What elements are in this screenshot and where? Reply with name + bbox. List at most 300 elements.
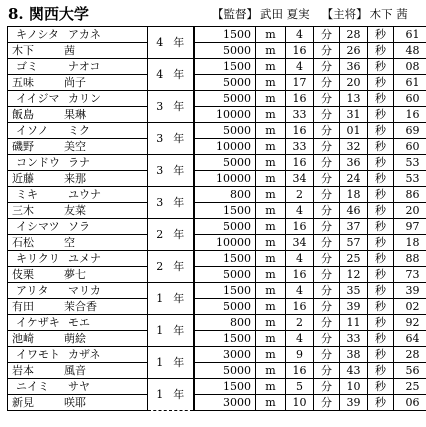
runner-kana	[8, 283, 148, 299]
distance: 5000	[194, 43, 256, 59]
kana-family: ミキ	[16, 187, 38, 201]
table-row	[8, 187, 426, 203]
director-name: 武田 夏実	[260, 7, 310, 21]
runner-kana	[8, 347, 148, 363]
minute-unit: 分	[314, 203, 340, 219]
second-unit: 秒	[368, 203, 394, 219]
minute-unit: 分	[314, 379, 340, 395]
grade-cell	[148, 187, 194, 219]
second-unit: 秒	[368, 251, 394, 267]
table-row	[8, 251, 426, 267]
distance: 10000	[194, 107, 256, 123]
runner-name	[8, 171, 148, 187]
table-row	[8, 235, 426, 251]
runner-kana	[8, 315, 148, 331]
year-unit: 年	[173, 355, 185, 369]
hundredths: 25	[394, 379, 426, 395]
minutes: 4	[286, 251, 314, 267]
second-unit: 秒	[368, 171, 394, 187]
kana-family: キリクリ	[16, 251, 60, 265]
family-name: 三木	[12, 203, 34, 217]
hundredths: 53	[394, 155, 426, 171]
distance: 5000	[194, 123, 256, 139]
year-unit: 年	[173, 131, 185, 145]
given-name: 夢七	[64, 267, 86, 281]
runner-kana	[8, 187, 148, 203]
seconds: 28	[340, 27, 368, 43]
distance: 1500	[194, 379, 256, 395]
hundredths: 53	[394, 171, 426, 187]
kana-given: アカネ	[68, 27, 101, 41]
year-unit: 年	[173, 387, 185, 401]
seconds: 46	[340, 203, 368, 219]
seconds: 31	[340, 107, 368, 123]
distance: 1500	[194, 203, 256, 219]
grade-cell	[148, 123, 194, 155]
grade-cell	[148, 155, 194, 187]
minute-unit: 分	[314, 219, 340, 235]
distance: 10000	[194, 171, 256, 187]
family-name: 池崎	[12, 331, 34, 345]
table-row	[8, 299, 426, 315]
seconds: 37	[340, 219, 368, 235]
second-unit: 秒	[368, 107, 394, 123]
runner-name	[8, 363, 148, 379]
kana-family: ニイミ	[16, 379, 49, 393]
seconds: 35	[340, 283, 368, 299]
second-unit: 秒	[368, 283, 394, 299]
hundredths: 64	[394, 331, 426, 347]
minute-unit: 分	[314, 267, 340, 283]
given-name: 茉合香	[64, 299, 97, 313]
seconds: 39	[340, 395, 368, 411]
hundredths: 02	[394, 299, 426, 315]
distance: 800	[194, 315, 256, 331]
runner-name	[8, 235, 148, 251]
meter-unit: m	[256, 75, 286, 91]
grade: 3	[156, 131, 164, 145]
minute-unit: 分	[314, 75, 340, 91]
second-unit: 秒	[368, 43, 394, 59]
second-unit: 秒	[368, 267, 394, 283]
meter-unit: m	[256, 363, 286, 379]
runner-name	[8, 395, 148, 411]
runner-name	[8, 299, 148, 315]
family-name: 新見	[12, 395, 34, 409]
grade: 3	[156, 195, 164, 209]
kana-given: カリン	[68, 91, 101, 105]
meter-unit: m	[256, 43, 286, 59]
table-row	[8, 379, 426, 395]
kana-family: コンドウ	[16, 155, 60, 169]
runner-name	[8, 107, 148, 123]
minute-unit: 分	[314, 299, 340, 315]
seconds: 43	[340, 363, 368, 379]
meter-unit: m	[256, 187, 286, 203]
family-name: 磯野	[12, 139, 34, 153]
given-name: 美空	[64, 139, 86, 153]
seconds: 24	[340, 171, 368, 187]
second-unit: 秒	[368, 379, 394, 395]
director-label: 【監督】	[212, 7, 258, 21]
table-row	[8, 43, 426, 59]
minute-unit: 分	[314, 331, 340, 347]
minutes: 9	[286, 347, 314, 363]
kana-family: イソノ	[16, 123, 49, 137]
minutes: 10	[286, 395, 314, 411]
distance: 1500	[194, 331, 256, 347]
given-name: 茜	[64, 43, 75, 57]
minute-unit: 分	[314, 107, 340, 123]
table-row	[8, 75, 426, 91]
grade-cell	[148, 59, 194, 91]
kana-given: ユウナ	[68, 187, 101, 201]
minutes: 5	[286, 379, 314, 395]
distance: 1500	[194, 27, 256, 43]
distance: 3000	[194, 347, 256, 363]
minutes: 17	[286, 75, 314, 91]
seconds: 10	[340, 379, 368, 395]
family-name: 飯島	[12, 107, 34, 121]
hundredths: 92	[394, 315, 426, 331]
kana-given: ユメナ	[68, 251, 101, 265]
runner-kana	[8, 59, 148, 75]
hundredths: 69	[394, 123, 426, 139]
table-row	[8, 171, 426, 187]
grade-cell	[148, 219, 194, 251]
hundredths: 56	[394, 363, 426, 379]
meter-unit: m	[256, 27, 286, 43]
grade: 1	[156, 387, 164, 401]
table-row	[8, 347, 426, 363]
minute-unit: 分	[314, 315, 340, 331]
meter-unit: m	[256, 155, 286, 171]
second-unit: 秒	[368, 27, 394, 43]
family-name: 五味	[12, 75, 34, 89]
minutes: 16	[286, 299, 314, 315]
second-unit: 秒	[368, 395, 394, 411]
distance: 5000	[194, 155, 256, 171]
year-unit: 年	[173, 195, 185, 209]
table-row	[8, 331, 426, 347]
minutes: 33	[286, 107, 314, 123]
distance: 5000	[194, 75, 256, 91]
meter-unit: m	[256, 395, 286, 411]
minute-unit: 分	[314, 395, 340, 411]
captain-label: 【主将】	[321, 7, 368, 21]
grade: 1	[156, 323, 164, 337]
distance: 1500	[194, 283, 256, 299]
distance: 3000	[194, 395, 256, 411]
kana-given: ラナ	[68, 155, 90, 169]
meter-unit: m	[256, 379, 286, 395]
minutes: 16	[286, 43, 314, 59]
meter-unit: m	[256, 107, 286, 123]
runner-name	[8, 43, 148, 59]
hundredths: 20	[394, 203, 426, 219]
kana-given: カザネ	[68, 347, 101, 361]
distance: 5000	[194, 299, 256, 315]
grade: 1	[156, 291, 164, 305]
hundredths: 60	[394, 91, 426, 107]
distance: 5000	[194, 363, 256, 379]
hundredths: 73	[394, 267, 426, 283]
family-name: 岩本	[12, 363, 34, 377]
distance: 1500	[194, 59, 256, 75]
grade: 3	[156, 99, 164, 113]
second-unit: 秒	[368, 91, 394, 107]
captain-name: 木下 茜	[369, 7, 408, 21]
year-unit: 年	[173, 323, 185, 337]
hundredths: 18	[394, 235, 426, 251]
seconds: 33	[340, 331, 368, 347]
hundredths: 61	[394, 27, 426, 43]
minute-unit: 分	[314, 91, 340, 107]
kana-given: ミク	[68, 123, 90, 137]
meter-unit: m	[256, 315, 286, 331]
table-row	[8, 107, 426, 123]
kana-family: イワモト	[16, 347, 60, 361]
minutes: 4	[286, 283, 314, 299]
minute-unit: 分	[314, 283, 340, 299]
table-row	[8, 283, 426, 299]
hundredths: 06	[394, 395, 426, 411]
minutes: 4	[286, 59, 314, 75]
minutes: 34	[286, 171, 314, 187]
given-name: 果琳	[64, 107, 86, 121]
meter-unit: m	[256, 123, 286, 139]
meter-unit: m	[256, 267, 286, 283]
table-row	[8, 203, 426, 219]
meter-unit: m	[256, 219, 286, 235]
year-unit: 年	[173, 67, 185, 81]
hundredths: 28	[394, 347, 426, 363]
roster-table	[7, 26, 426, 411]
table-row	[8, 267, 426, 283]
grade: 1	[156, 355, 164, 369]
kana-given: ナオコ	[68, 59, 101, 73]
minute-unit: 分	[314, 187, 340, 203]
minutes: 2	[286, 315, 314, 331]
minutes: 16	[286, 155, 314, 171]
seconds: 57	[340, 235, 368, 251]
second-unit: 秒	[368, 123, 394, 139]
minute-unit: 分	[314, 171, 340, 187]
runner-kana	[8, 155, 148, 171]
minute-unit: 分	[314, 139, 340, 155]
hundredths: 97	[394, 219, 426, 235]
minute-unit: 分	[314, 235, 340, 251]
meter-unit: m	[256, 139, 286, 155]
kana-family: キノシタ	[16, 27, 59, 41]
grade-cell	[148, 27, 194, 59]
kana-family: イイジマ	[16, 91, 60, 105]
table-row	[8, 123, 426, 139]
second-unit: 秒	[368, 139, 394, 155]
kana-family: アリタ	[16, 283, 49, 297]
kana-given: サヤ	[68, 379, 90, 393]
seconds: 11	[340, 315, 368, 331]
second-unit: 秒	[368, 75, 394, 91]
table-row	[8, 27, 426, 43]
minutes: 16	[286, 363, 314, 379]
second-unit: 秒	[368, 331, 394, 347]
second-unit: 秒	[368, 219, 394, 235]
year-unit: 年	[173, 163, 185, 177]
given-name: 風音	[64, 363, 86, 377]
given-name: 尚子	[64, 75, 86, 89]
runner-kana	[8, 27, 148, 43]
runner-name	[8, 139, 148, 155]
runner-kana	[8, 91, 148, 107]
given-name: 友菜	[64, 203, 86, 217]
minute-unit: 分	[314, 155, 340, 171]
second-unit: 秒	[368, 363, 394, 379]
table-row	[8, 363, 426, 379]
grade: 2	[156, 227, 164, 241]
grade: 3	[156, 163, 164, 177]
seconds: 01	[340, 123, 368, 139]
family-name: 石松	[12, 235, 34, 249]
distance: 800	[194, 187, 256, 203]
second-unit: 秒	[368, 187, 394, 203]
second-unit: 秒	[368, 315, 394, 331]
kana-given: マリカ	[68, 283, 101, 297]
runner-name	[8, 75, 148, 91]
seconds: 26	[340, 43, 368, 59]
minutes: 33	[286, 139, 314, 155]
seconds: 39	[340, 299, 368, 315]
given-name: 空	[64, 235, 75, 249]
runner-name	[8, 331, 148, 347]
seconds: 18	[340, 187, 368, 203]
hundredths: 08	[394, 59, 426, 75]
minute-unit: 分	[314, 251, 340, 267]
minute-unit: 分	[314, 363, 340, 379]
family-name: 木下	[12, 43, 34, 57]
hundredths: 48	[394, 43, 426, 59]
hundredths: 88	[394, 251, 426, 267]
second-unit: 秒	[368, 299, 394, 315]
meter-unit: m	[256, 331, 286, 347]
minutes: 2	[286, 187, 314, 203]
runner-kana	[8, 123, 148, 139]
meter-unit: m	[256, 251, 286, 267]
meter-unit: m	[256, 203, 286, 219]
seconds: 25	[340, 251, 368, 267]
seconds: 36	[340, 155, 368, 171]
meter-unit: m	[256, 299, 286, 315]
table-row	[8, 315, 426, 331]
minutes: 4	[286, 331, 314, 347]
grade: 4	[156, 35, 164, 49]
grade-cell	[148, 91, 194, 123]
table-row	[8, 155, 426, 171]
year-unit: 年	[173, 259, 185, 273]
minute-unit: 分	[314, 27, 340, 43]
second-unit: 秒	[368, 235, 394, 251]
table-row	[8, 91, 426, 107]
family-name: 有田	[12, 299, 34, 313]
seconds: 36	[340, 59, 368, 75]
runner-kana	[8, 379, 148, 395]
runner-kana	[8, 251, 148, 267]
minutes: 34	[286, 235, 314, 251]
seconds: 38	[340, 347, 368, 363]
grade: 4	[156, 67, 164, 81]
distance: 5000	[194, 91, 256, 107]
table-row	[8, 395, 426, 411]
grade-cell	[148, 283, 194, 315]
grade: 2	[156, 259, 164, 273]
seconds: 13	[340, 91, 368, 107]
minutes: 16	[286, 267, 314, 283]
family-name: 近藤	[12, 171, 34, 185]
kana-given: ソラ	[68, 219, 90, 233]
seconds: 12	[340, 267, 368, 283]
given-name: 咲耶	[64, 395, 86, 409]
hundredths: 61	[394, 75, 426, 91]
kana-family: イケザキ	[16, 315, 60, 329]
second-unit: 秒	[368, 59, 394, 75]
roster-header	[0, 0, 426, 26]
minute-unit: 分	[314, 59, 340, 75]
minute-unit: 分	[314, 43, 340, 59]
grade-cell	[148, 251, 194, 283]
meter-unit: m	[256, 347, 286, 363]
meter-unit: m	[256, 91, 286, 107]
seconds: 20	[340, 75, 368, 91]
minutes: 4	[286, 27, 314, 43]
grade-cell	[148, 347, 194, 379]
minute-unit: 分	[314, 347, 340, 363]
minutes: 16	[286, 91, 314, 107]
meter-unit: m	[256, 171, 286, 187]
table-row	[8, 59, 426, 75]
meter-unit: m	[256, 59, 286, 75]
year-unit: 年	[173, 227, 185, 241]
distance: 5000	[194, 219, 256, 235]
meter-unit: m	[256, 283, 286, 299]
runner-name	[8, 267, 148, 283]
kana-family: イシマツ	[16, 219, 60, 233]
grade-cell	[148, 379, 194, 411]
minutes: 4	[286, 203, 314, 219]
given-name: 萌絵	[64, 331, 86, 345]
hundredths: 86	[394, 187, 426, 203]
distance: 1500	[194, 251, 256, 267]
second-unit: 秒	[368, 155, 394, 171]
runner-kana	[8, 219, 148, 235]
given-name: 来那	[64, 171, 86, 185]
year-unit: 年	[173, 99, 185, 113]
kana-given: モエ	[68, 315, 90, 329]
staff-info	[212, 6, 410, 22]
minutes: 16	[286, 219, 314, 235]
hundredths: 16	[394, 107, 426, 123]
seconds: 32	[340, 139, 368, 155]
hundredths: 60	[394, 139, 426, 155]
minute-unit: 分	[314, 123, 340, 139]
meter-unit: m	[256, 235, 286, 251]
distance: 5000	[194, 267, 256, 283]
family-name: 伎栗	[12, 267, 34, 281]
team-title: 8. 関西大学	[8, 5, 89, 23]
hundredths: 39	[394, 283, 426, 299]
table-row	[8, 139, 426, 155]
grade-cell	[148, 315, 194, 347]
kana-family: ゴミ	[16, 59, 38, 73]
